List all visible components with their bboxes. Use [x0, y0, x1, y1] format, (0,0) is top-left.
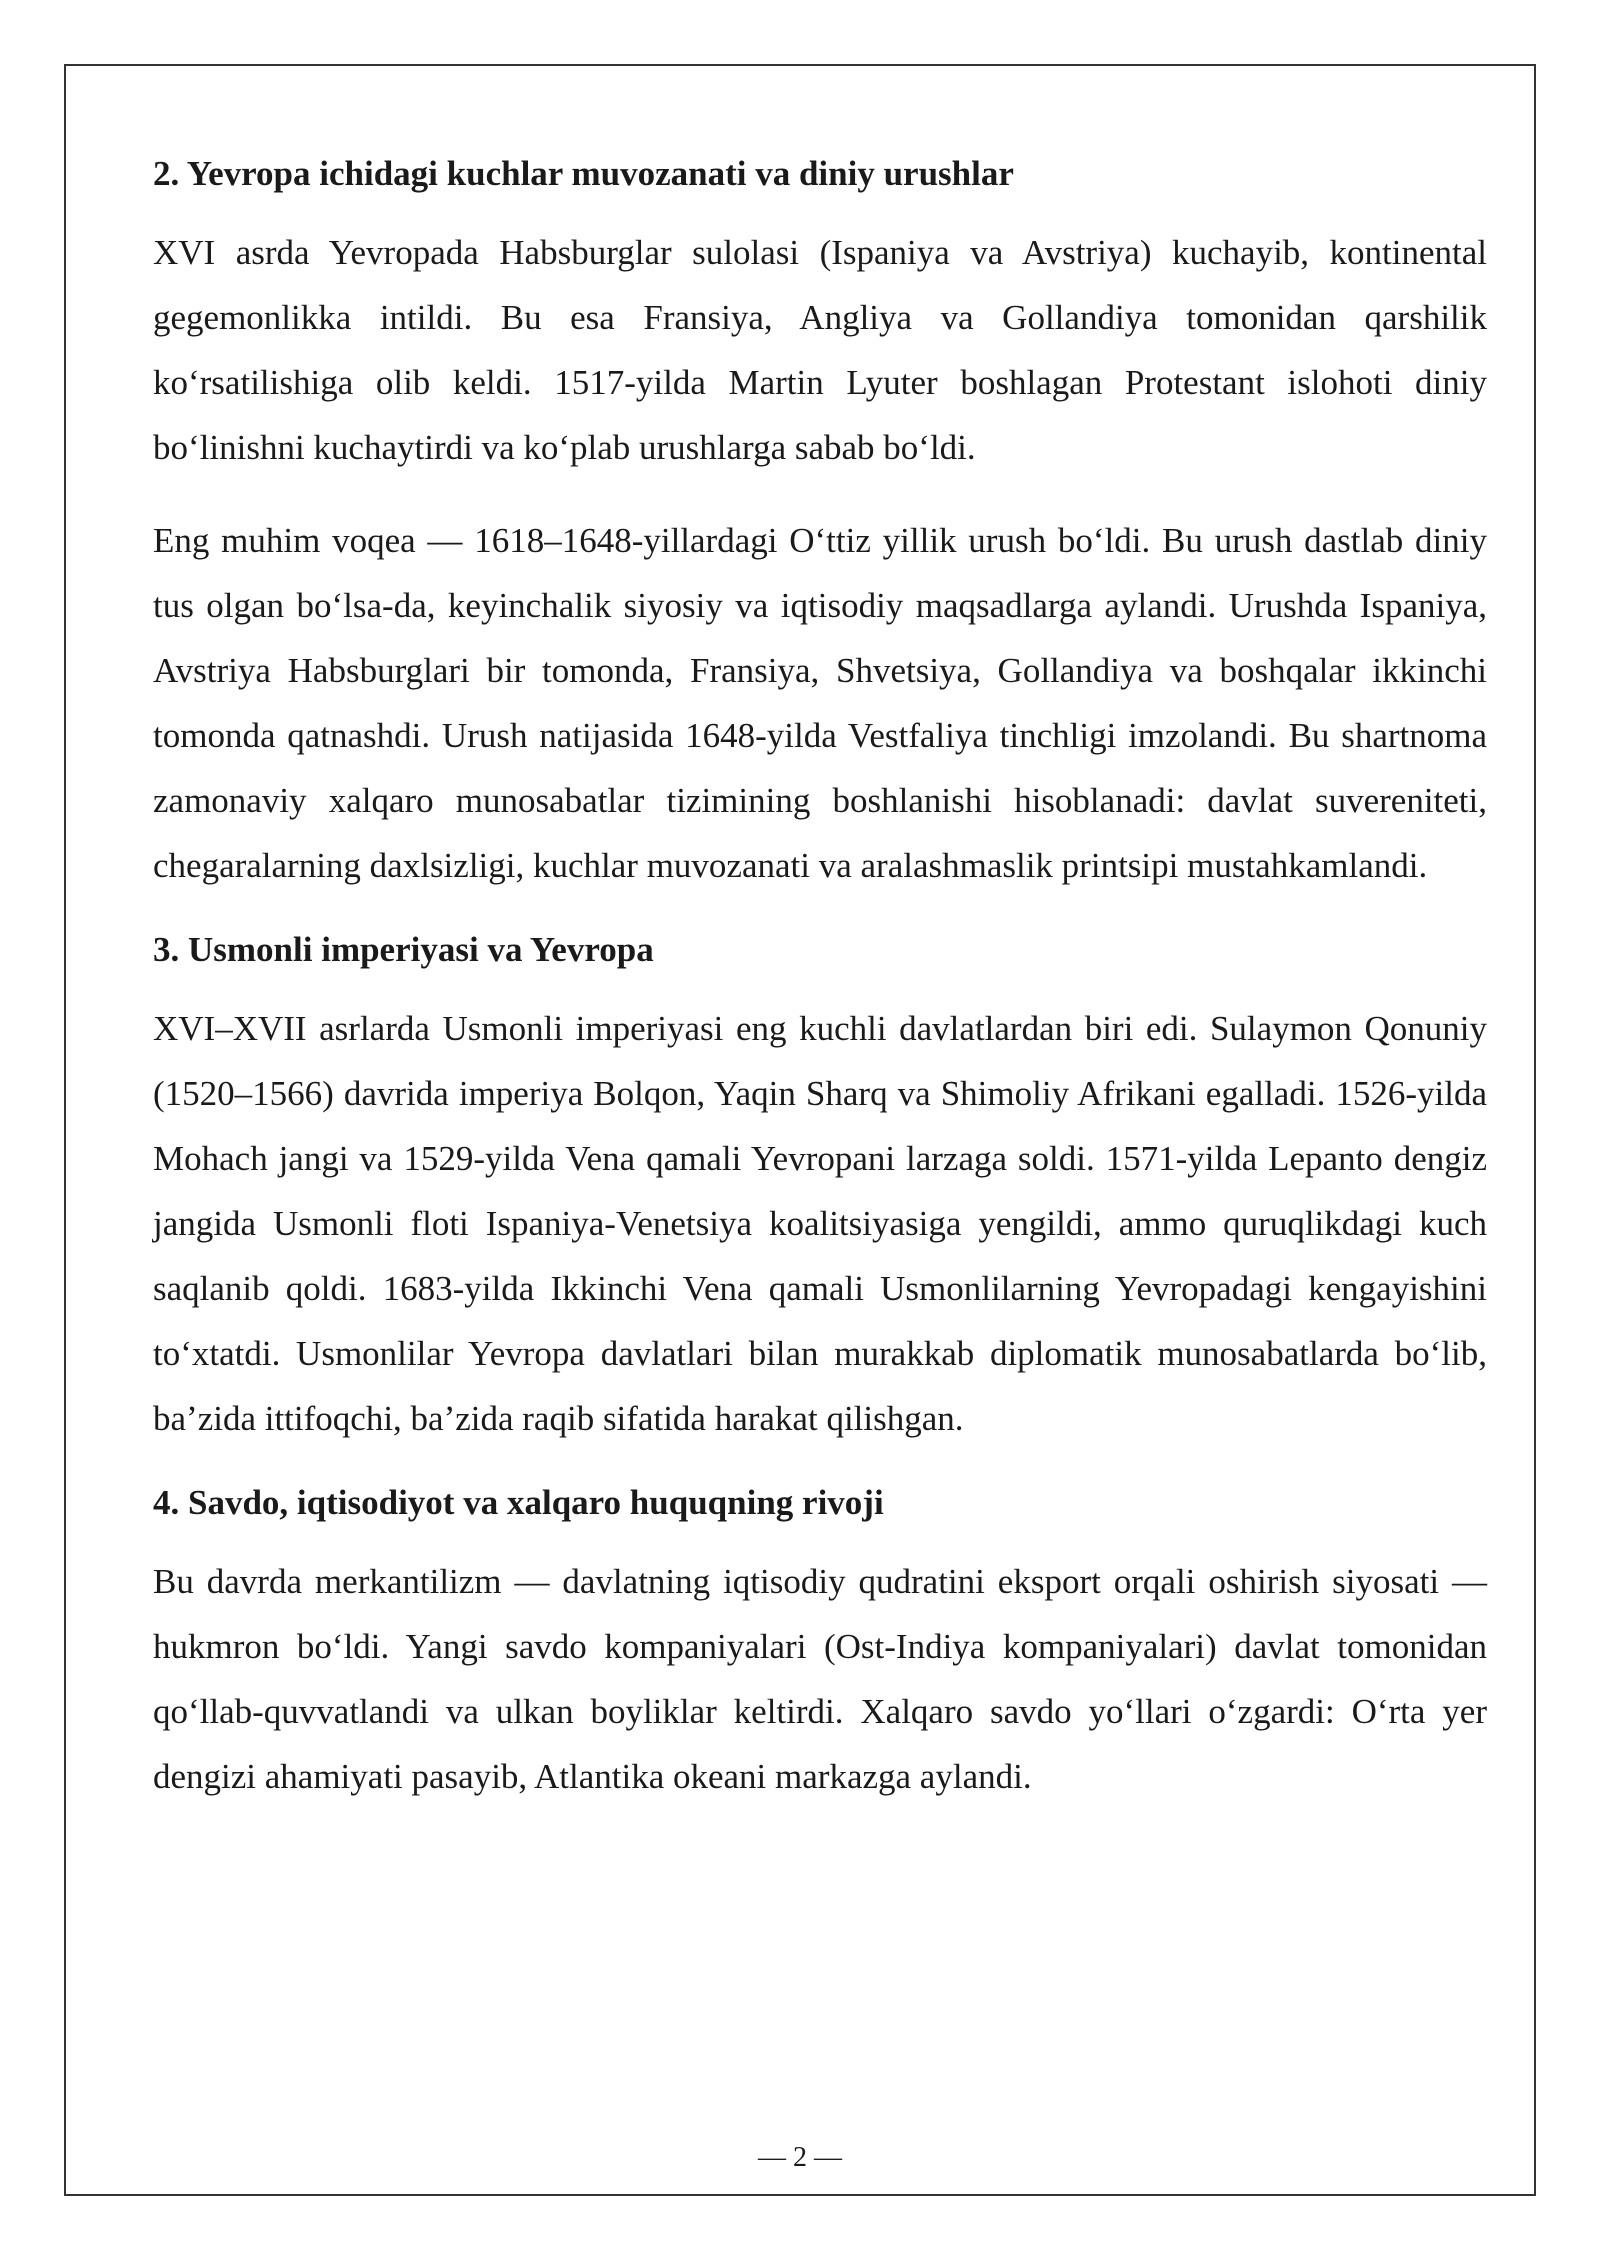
paragraph: XVI–XVII asrlarda Usmonli imperiyasi eng kuchli davlatlardan biri edi. Sulaymon Qonuniy (1520–1566) davrida imperiya Bolqon, Yaqin Sharq va Shimoliy Afrikani egalladi. 1526-yilda Mohach jangi va 1529-yilda Vena qamali Yevropani larzaga soldi. 1571-yilda Lepanto dengiz jangida Usmonli floti Ispaniya-Venetsiya koalitsiyasiga yengildi, ammo quruqlikdagi kuch saqlanib qoldi. 1683-yilda Ikkinchi Vena qamali Usmonlilarning Yevropadagi kengayishini toʻxtatdi. Usmonlilar Yevropa davlatlari bilan murakkab diplomatik munosabatlarda boʻlib, baʼzida ittifoqchi, baʼzida raqib sifatida harakat qilishgan. [153, 1009, 1487, 1438]
paragraph: XVI asrda Yevropada Habsburglar sulolasi (Ispaniya va Avstriya) kuchayib, kontinental gegemonlikka intildi. Bu esa Fransiya, Angliya va Gollandiya tomonidan qarshilik koʻrsatilishiga olib keldi. 1517-yilda Martin Lyuter boshlagan Protestant islohoti diniy boʻlinishni kuchaytirdi va koʻplab urushlarga sabab boʻldi. [153, 233, 1487, 467]
section-heading: 4. Savdo, iqtisodiyot va xalqaro huquqning rivoji [153, 1483, 884, 1522]
document-body [153, 140, 1487, 1837]
section-heading: 2. Yevropa ichidagi kuchlar muvozanati va diniy urushlar [153, 154, 1014, 193]
paragraph: Bu davrda merkantilizm — davlatning iqtisodiy qudratini eksport orqali oshirish siyosati — hukmron boʻldi. Yangi savdo kompaniyalari (Ost-Indiya kompaniyalari) davlat tomonidan qoʻllab-quvvatlandi va ulkan boyliklar keltirdi. Xalqaro savdo yoʻllari oʻzgardi: Oʻrta yer dengizi ahamiyati pasayib, Atlantika okeani markazga aylandi. [153, 1562, 1487, 1796]
section-heading: 3. Usmonli imperiyasi va Yevropa [153, 930, 654, 969]
paragraph: Eng muhim voqea — 1618–1648-yillardagi Oʻttiz yillik urush boʻldi. Bu urush dastlab diniy tus olgan boʻlsa-da, keyinchalik siyosiy va iqtisodiy maqsadlarga aylandi. Urushda Ispaniya, Avstriya Habsburglari bir tomonda, Fransiya, Shvetsiya, Gollandiya va boshqalar ikkinchi tomonda qatnashdi. Urush natijasida 1648-yilda Vestfaliya tinchligi imzolandi. Bu shartnoma zamonaviy xalqaro munosabatlar tizimining boshlanishi hisoblanadi: davlat suvereniteti, chegaralarning daxlsizligi, kuchlar muvozanati va aralashmaslik printsipi mustahkamlandi. [153, 521, 1487, 885]
page-number: — 2 — [758, 2142, 842, 2173]
